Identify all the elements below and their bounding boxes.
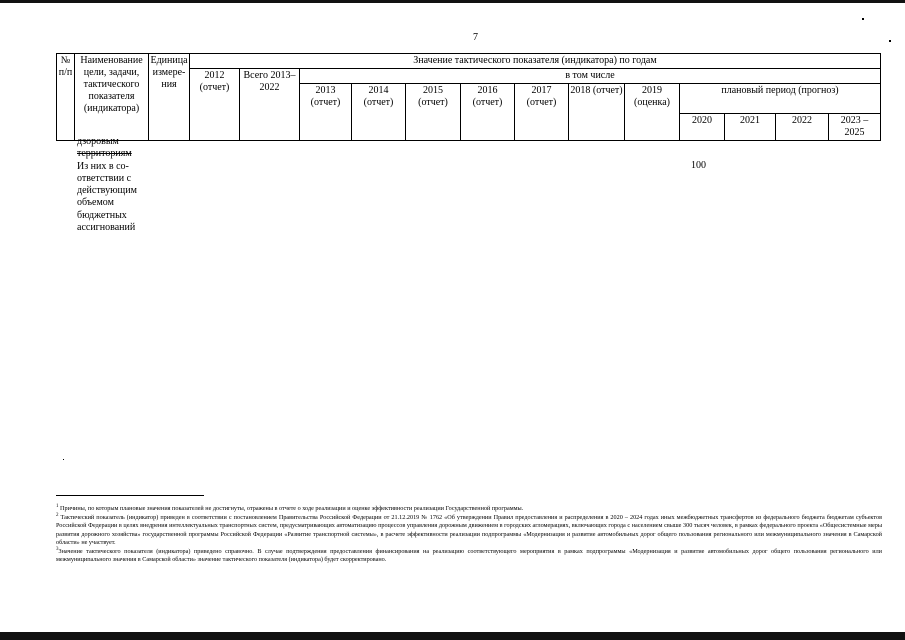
scan-top-edge: [0, 0, 905, 3]
scan-speck: [862, 18, 864, 20]
header-values-by-year: Значение тактического показателя (индикатора) по годам: [190, 54, 881, 69]
footnote-text: Тактический показатель (индикатор) приведен в соответствии с постановлением Правительства Российской Федерации от 21.12.2019 № 1762 «Об утверждении Правил предоставления и распределения в 2020 – 2024 годах иных межбюджетных трансфертов из федерального бюджета бюджетам субъектов Российской Федерации в целях внедрения интеллектуальных транспортных систем, предусматривающих автоматизацию процессов управления дорожным движением в городских агломерациях, включающих города с населением свыше 300 тысяч человек, в рамках федерального проекта «Общесистемные меры развития дорожного хозяйства» государственной программы Российской Федерации «Развитие транспортной системы», в расчете эффективности реализации подпрограммы «Модернизация и развитие автомобильных дорог общего пользования регионального или межмуниципального значения в Самарской области» не участвует.: [56, 514, 882, 546]
header-2018: 2018 (отчет): [569, 84, 625, 141]
row-name-line: ответствии с: [77, 172, 132, 184]
header-2021: 2021: [725, 114, 776, 141]
header-2013: 2013 (отчет): [300, 84, 352, 141]
header-including: в том числе: [300, 69, 881, 84]
footnote-separator: [56, 495, 204, 496]
header-2014: 2014 (отчет): [352, 84, 406, 141]
header-2015: 2015 (отчет): [406, 84, 461, 141]
header-2020: 2020: [680, 114, 725, 141]
header-total: Всего 2013–2022: [240, 69, 300, 141]
page-number: 7: [473, 32, 478, 43]
footnote-marker: 3: [56, 546, 59, 552]
footnote-2: [56, 514, 882, 547]
row-name-line: ассигнований: [77, 222, 136, 234]
header-name: Наименование цели, задачи, тактического показателя (индикатора): [75, 54, 149, 141]
footnote-1: [56, 505, 882, 513]
footnote-text: Значение тактического показателя (индикатора) приведено справочно. В случае подтверждения предоставления финансирования на реализацию соответствующего мероприятия в рамках подпрограммы «Модернизация и развитие автомобильных дорог общего пользования регионального или межмуниципального значения в Самарской области» значение тактического показателя (индикатора) будет скорректировано.: [56, 548, 882, 564]
indicator-table: [56, 53, 881, 141]
row-name-line: дзоровым: [77, 136, 119, 147]
header-2023-2025: 2023 – 2025: [829, 114, 881, 141]
value-2020: 100: [691, 160, 706, 171]
footnote-text: Причины, по которым плановые значения показателей не достигнуты, отражены в отчете о ходе реализации и оценке эффективности реализации Государственной программы.: [60, 505, 524, 512]
header-2016: 2016 (отчет): [461, 84, 515, 141]
scan-bottom-edge: [0, 632, 905, 640]
header-unit: Единица измере-ния: [149, 54, 190, 141]
footnote-3: [56, 548, 882, 564]
scan-speck: [63, 459, 64, 460]
header-num: № п/п: [57, 54, 75, 141]
header-2022: 2022: [776, 114, 829, 141]
footnote-marker: 2: [56, 513, 59, 519]
header-2012: 2012 (отчет): [190, 69, 240, 141]
footnotes: [56, 505, 882, 565]
header-2017: 2017 (отчет): [515, 84, 569, 141]
scan-speck: [889, 40, 891, 42]
row-name-line: действующим: [77, 185, 137, 197]
row-name-text: [77, 136, 157, 234]
row-name-line: объемом: [77, 197, 114, 209]
header-2019: 2019 (оценка): [625, 84, 680, 141]
row-name-line: территориям: [77, 148, 132, 160]
footnote-marker: 1: [56, 503, 59, 509]
row-name-line: Из них в со-: [77, 160, 129, 172]
row-name-line: бюджетных: [77, 209, 127, 221]
header-planned-period: плановый период (прогноз): [680, 84, 881, 114]
